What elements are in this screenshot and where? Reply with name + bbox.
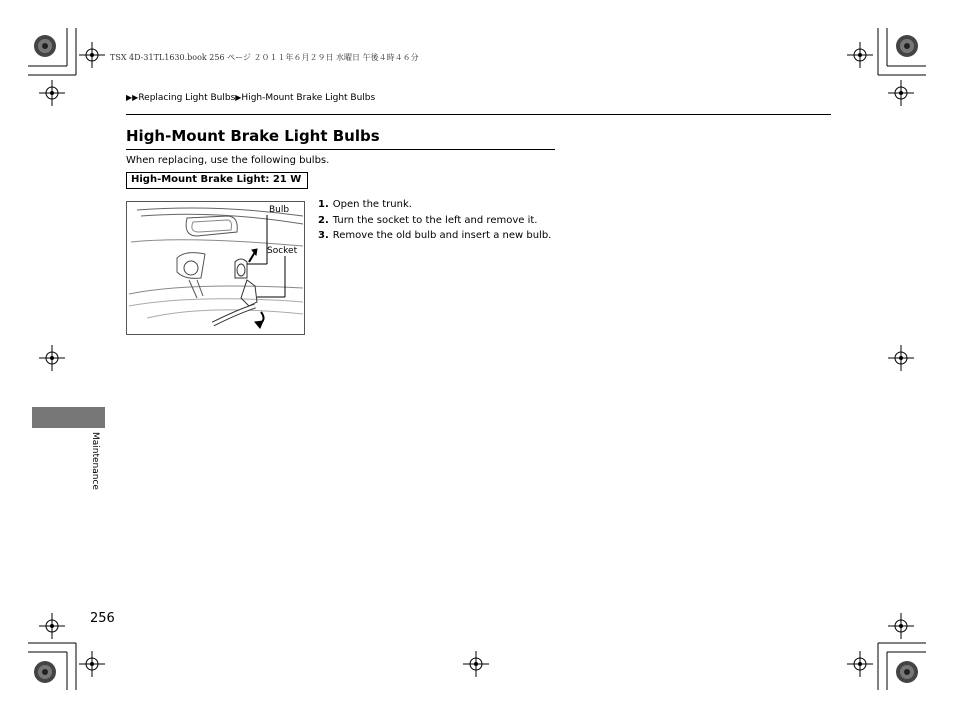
label-socket: Socket — [267, 246, 298, 256]
label-bulb: Bulb — [269, 205, 290, 215]
step-text: Open the trunk. — [332, 199, 412, 210]
brake-light-illustration — [126, 201, 305, 335]
header-rule — [126, 114, 831, 115]
step-number: 2. — [318, 214, 329, 226]
registration-mark — [847, 42, 873, 68]
registration-rosette-bottom-left — [34, 661, 56, 683]
step-item — [318, 199, 551, 212]
registration-rosette-top-right — [896, 35, 918, 57]
registration-mark — [79, 42, 105, 68]
registration-mark — [39, 613, 65, 639]
step-text: Turn the socket to the left and remove it. — [332, 214, 538, 226]
title-rule — [126, 149, 555, 150]
registration-rosette-top-left — [34, 35, 56, 57]
registration-mark — [847, 651, 873, 677]
printer-header: TSX 4D-31TL1630.book 256 ページ ２０１１年６月２９日 水曜日 午後４時４６分 — [110, 53, 419, 62]
step-item — [318, 215, 551, 228]
registration-mark — [39, 80, 65, 106]
registration-rosette-bottom-right — [896, 661, 918, 683]
step-text: Remove the old bulb and insert a new bulb. — [332, 230, 552, 241]
illustration-drawing — [127, 202, 304, 334]
step-item — [318, 230, 551, 243]
instruction-steps — [318, 199, 551, 246]
registration-mark — [79, 651, 105, 677]
breadcrumb-separator: ▶ — [235, 93, 242, 102]
section-label: Maintenance — [90, 432, 100, 490]
page-number: 256 — [90, 611, 115, 626]
registration-mark — [888, 613, 914, 639]
intro-text: When replacing, use the following bulbs. — [126, 155, 330, 166]
section-tab — [32, 407, 105, 428]
step-number: 3. — [318, 230, 329, 241]
registration-mark — [888, 80, 914, 106]
breadcrumb-arrows: ▶▶ — [126, 93, 139, 102]
registration-mark — [463, 651, 489, 677]
step-number: 1. — [318, 199, 329, 210]
page-title: High-Mount Brake Light Bulbs — [126, 127, 380, 145]
breadcrumb — [126, 93, 375, 103]
breadcrumb-parent[interactable]: Replacing Light Bulbs — [138, 93, 236, 103]
registration-mark — [888, 345, 914, 371]
bulb-spec-box: High-Mount Brake Light: 21 W — [126, 172, 308, 189]
breadcrumb-current: High-Mount Brake Light Bulbs — [241, 93, 376, 103]
registration-mark — [39, 345, 65, 371]
